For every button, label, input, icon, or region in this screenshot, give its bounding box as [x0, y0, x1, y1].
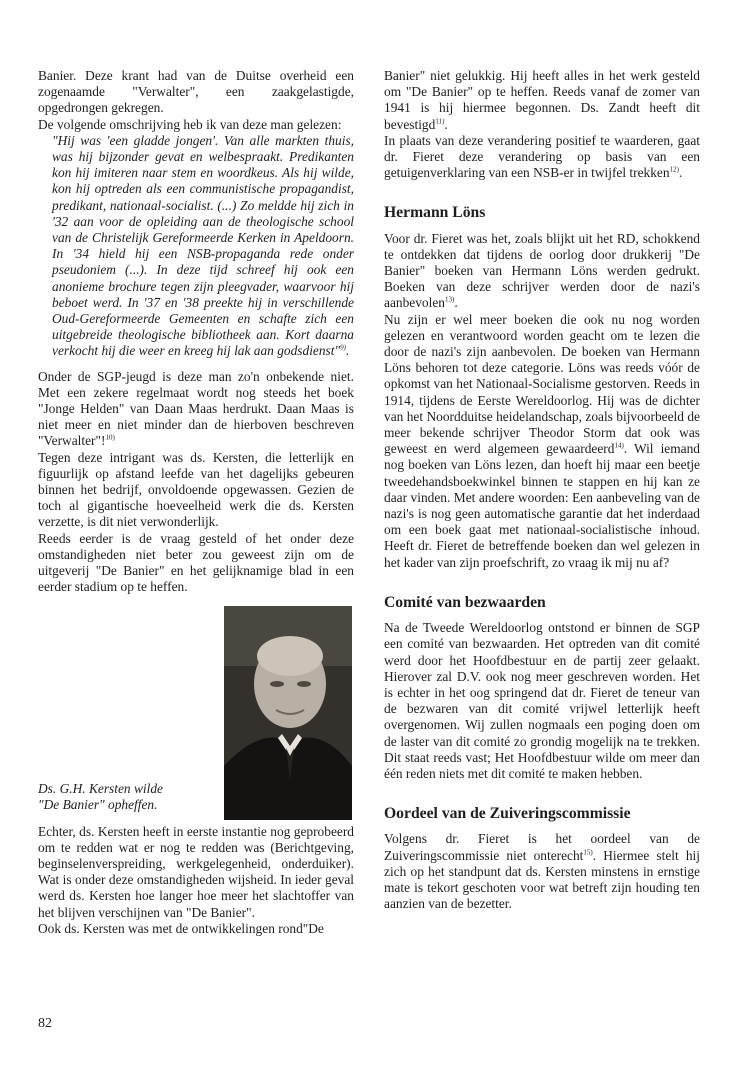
block-quote — [38, 133, 354, 360]
paragraph-text: . Wil iemand nog boeken van Löns lezen, dan hoeft hij maar een beetje tweedehandsboekwinkel binnen te stappen en hij kan ze daar vinden. Met andere woorden: Een aanbeveling van de nazi's is nog geen automatische garantie dat het inderdaad om een boek gaat met nationaal-socialistische inhoud. Heeft dr. Fieret de betreffende boeken dan wel gelezen in het kader van zijn proefschrift, zo vraag ik mij nu af? — [384, 441, 700, 570]
footnote-ref: 13) — [444, 295, 455, 304]
footnote-ref: 14) — [614, 441, 624, 450]
paragraph — [384, 831, 700, 912]
portrait-image — [224, 606, 352, 820]
paragraph: Reeds eerder is de vraag gesteld of het onder deze omstandigheden niet beter zou geweest zijn om de uitgeverij "De Banier" en het gelijknamige blad in een eerder stadium op te heffen. — [38, 530, 354, 595]
caption-line: Ds. G.H. Kersten wilde — [38, 781, 163, 797]
footnote-ref: 10) — [105, 434, 115, 442]
page-number: 82 — [38, 1016, 52, 1031]
paragraph-end: . — [678, 165, 683, 181]
paragraph: De volgende omschrijving heb ik van deze man gelezen: — [38, 116, 342, 132]
paragraph: Na de Tweede Wereldoorlog ontstond er binnen de SGP een comité van bezwaarden. Het optreden van dit comité werd door het Hoofdbestuur en de partij zeer gelaakt. Hierover zal D.V. ook nog meer geschreven worden. Het is echter in het oog springend dat dr. Fieret de teneur van de bezwaren van dit comité vrijwel letterlijk heeft overgenomen. Wij zullen nogmaals een poging doen om de laster van dit comité zo grondig mogelijk na te trekken. Dit staat reeds vast; Het Hoofdbestuur wilde om meer dan één reden niets met dit comité te maken hebben. — [384, 620, 700, 781]
section-heading: Oordeel van de Zuiveringscommissie — [384, 805, 631, 823]
paragraph: Tegen deze intrigant was ds. Kersten, die letterlijk en figuurlijk op afstand leefde van het dagelijks gebeuren binnen het bedrijf, onvoldoende opgewassen. Gezien de toch al gigantische hoeveelheid werk die ds. Kersten verzette, is dit niet verwonderlijk. — [38, 449, 354, 530]
paragraph-text: Onder de SGP-jeugd is deze man zo'n onbekende niet. Met een zekere regelmaat wordt nog steeds het boek "Jonge Helden" van Daan Maas herdrukt. Daan Maas is niet meer en niet minder dan de hierboven beschreven "Verwalter"! — [38, 368, 354, 449]
section-heading: Hermann Löns — [384, 204, 486, 222]
paragraph — [384, 133, 700, 182]
quote-text: "Hij was 'een gladde jongen'. Van alle markten thuis, was hij bijzonder gevat en welbespraakt. Predikanten kon hij imiteren naar stem en woordkeus. Als hij wilde, kon hij optreden als een communistische propagandist, predikant, nationaal-socialist. (...) Zo meldde hij zich in '32 aan voor de opleiding aan de theologische school van de Christelijk Gereformeerde Kerken in Apeldoorn. In '34 hield hij een NSB-propaganda rede onder pseudoniem (...). In deze tijd schreef hij ook een anonieme brochure tegen zijn pleegvader, waarvoor hij beboet werd. In '37 en '38 preekte hij in verschillende Oud-Gereformeerde Gemeenten en schafte zich een uitgebreide theologische bibliotheek aan. Kort daarna verkocht hij die weer en kreeg hij lak aan godsdienst" — [52, 132, 354, 359]
quote-end: . — [345, 343, 350, 359]
paragraph-text: Volgens dr. Fieret is het oordeel van de Zuiveringscommissie niet onterecht — [384, 831, 700, 863]
paragraph: Banier. Deze krant had van de Duitse overheid een zogenaamde "Verwalter", een zaakgelastigde, opgedrongen gekregen. — [38, 68, 354, 116]
paragraph-text: Voor dr. Fieret was het, zoals blijkt uit het RD, schokkend te ontdekken dat tijdens de oorlog door drukkerij "De Banier" boeken van Hermann Löns werden gedrukt. Boeken van deze schrijver werden door de nazi's aanbevolen — [384, 230, 700, 311]
section-heading: Comité van bezwaarden — [384, 593, 546, 611]
paragraph: Ook ds. Kersten was met de ontwikkelingen rond"De — [38, 920, 324, 936]
paragraph — [384, 231, 700, 312]
paragraph-text: Nu zijn er wel meer boeken die ook nu nog worden gelezen en verantwoord worden geacht om te lezen die door de nazi's zijn aanbevolen. De boeken van Hermann Löns behoren tot deze categorie. Löns was reeds vóór de opkomst van het Nationaal-Socialisme gestorven. Reeds in 1914, tijdens de Eerste Wereldoorlog. Hij was de dichter van het Noordduitse heidelandschap, zoals bijvoorbeeld de meer bekende schrijver Theodor Storm dat ook was geweest en werd algemeen gewaardeerd — [384, 311, 700, 457]
paragraph-text: In plaats van deze verandering positief te waarderen, gaat dr. Fieret deze verandering op basis van een getuigenverklaring van een NSB-er in twijfel trekken — [384, 132, 700, 181]
footnote-ref: 12) — [669, 165, 679, 174]
footnote-ref: 9) — [340, 343, 346, 352]
portrait-photo — [224, 606, 352, 820]
footnote-ref: 15) — [583, 848, 593, 857]
paragraph: Echter, ds. Kersten heeft in eerste instantie nog geprobeerd om te redden wat er nog te redden was (Berichtgeving, beginselenverspreiding, werkgelegenheid, onderduiker). Wat is onder deze omstandigheden wijsheid. In ieder geval werd ds. Kersten hoe langer hoe meer het slachtoffer van het blijven verschijnen van "De Banier". — [38, 823, 354, 920]
caption-line: "De Banier" opheffen. — [38, 797, 158, 813]
figure — [38, 606, 354, 824]
footnote-ref: 11) — [435, 117, 445, 126]
paragraph-text: Banier" niet gelukkig. Hij heeft alles in het werk gesteld om "De Banier" op te heffen. Reeds vanaf de zomer van 1941 is hij hiermee begonnen. Ds. Zandt heeft dit bevestigd — [384, 68, 700, 132]
figure-caption — [38, 606, 224, 824]
paragraph — [38, 369, 354, 450]
left-column — [38, 68, 354, 937]
paragraph-text: . Hiermee stelt hij zich op het standpunt dat ds. Kersten minstens in ernstige mate is tekort geschoten voor wat betreft zijn houding ten aanzien van de bezetter. — [384, 847, 700, 912]
paragraph-end: . — [444, 116, 448, 132]
paragraph-end: . — [454, 295, 458, 311]
paragraph — [384, 312, 700, 571]
right-column — [384, 68, 700, 912]
paragraph — [384, 68, 700, 133]
